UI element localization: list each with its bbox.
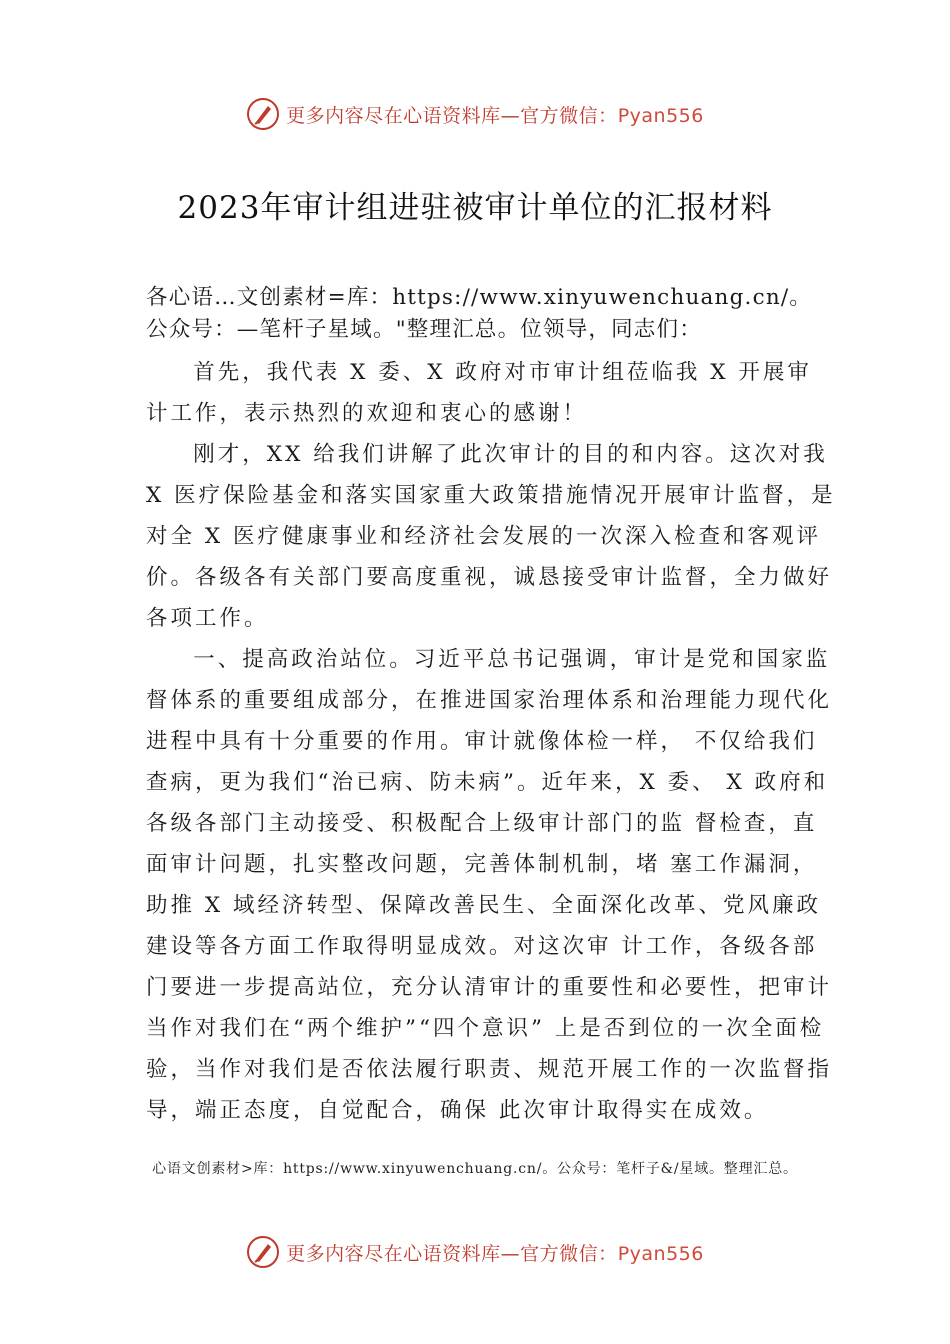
- document-title: 2023年审计组进驻被审计单位的汇报材料: [177, 190, 773, 226]
- banner-wechat-id: Pyan556: [617, 1242, 704, 1265]
- banner-main-text: 更多内容尽在心语资料库: [286, 1242, 501, 1265]
- banner-dash: —: [500, 1242, 521, 1265]
- banner-wechat-label: 官方微信：: [520, 104, 618, 127]
- banner-wechat-id: Pyan556: [617, 104, 704, 127]
- document-body: [146, 282, 836, 1131]
- intro-line: 各心语…文创素材=库：https://www.xinyuwenchuang.cn/。: [146, 285, 813, 310]
- bottom-banner: [0, 1230, 950, 1274]
- paragraph: 一、提高政治站位。习近平总书记强调，审计是党和国家监督体系的重要组成部分，在推进国家治理体系和治理能力现代化进程中具有十分重要的作用。审计就像体检一样， 不仅给我们查病，更为我们“治已病、防未病”。近年来，X 委、 X 政府和各级各部门主动接受、积极配合上级审计部门的监 督检查，直面审计问题，扎实整改问题，完善体制机制，堵 塞工作漏洞，助推 X 域经济转型、保障改善民生、全面深化改革、党风廉政建设等各方面工作取得明显成效。对这次审 计工作，各级各部门要进一步提高站位，充分认清审计的重要性和必要性，把审计当作对我们在“两个维护”“四个意识” 上是否到位的一次全面检验，当作对我们是否依法履行职责、规范开展工作的一次监督指导，端正态度，自觉配合，确保 此次审计取得实在成效。: [146, 647, 833, 1123]
- quill-pen-icon: [246, 97, 280, 131]
- intro-line: 公众号：—笔杆子星域。"整理汇总。位领导，同志们：: [146, 317, 702, 342]
- banner-text: [286, 101, 704, 128]
- banner-dash: —: [500, 104, 521, 127]
- quill-pen-icon: [246, 1235, 280, 1269]
- top-banner: [0, 92, 950, 136]
- paragraph: 首先，我代表 X 委、X 政府对市审计组莅临我 X 开展审计工作，表示热烈的欢迎和衷心的感谢！: [146, 360, 812, 426]
- banner-main-text: 更多内容尽在心语资料库: [286, 104, 501, 127]
- banner-text: [286, 1239, 704, 1266]
- footer-note: 心语文创素材>库：https://www.xinyuwenchuang.cn/。公众号：笔杆子&/星域。整理汇总。: [152, 1161, 798, 1177]
- intro-block: [146, 282, 836, 346]
- paragraph: 刚才，XX 给我们讲解了此次审计的目的和内容。这次对我 X 医疗保险基金和落实国家重大政策措施情况开展审计监督，是对全 X 医疗健康事业和经济社会发展的一次深入检查和客观评价。各级各有关部门要高度重视，诚恳接受审计监督，全力做好各项工作。: [146, 442, 836, 631]
- banner-wechat-label: 官方微信：: [520, 1242, 618, 1265]
